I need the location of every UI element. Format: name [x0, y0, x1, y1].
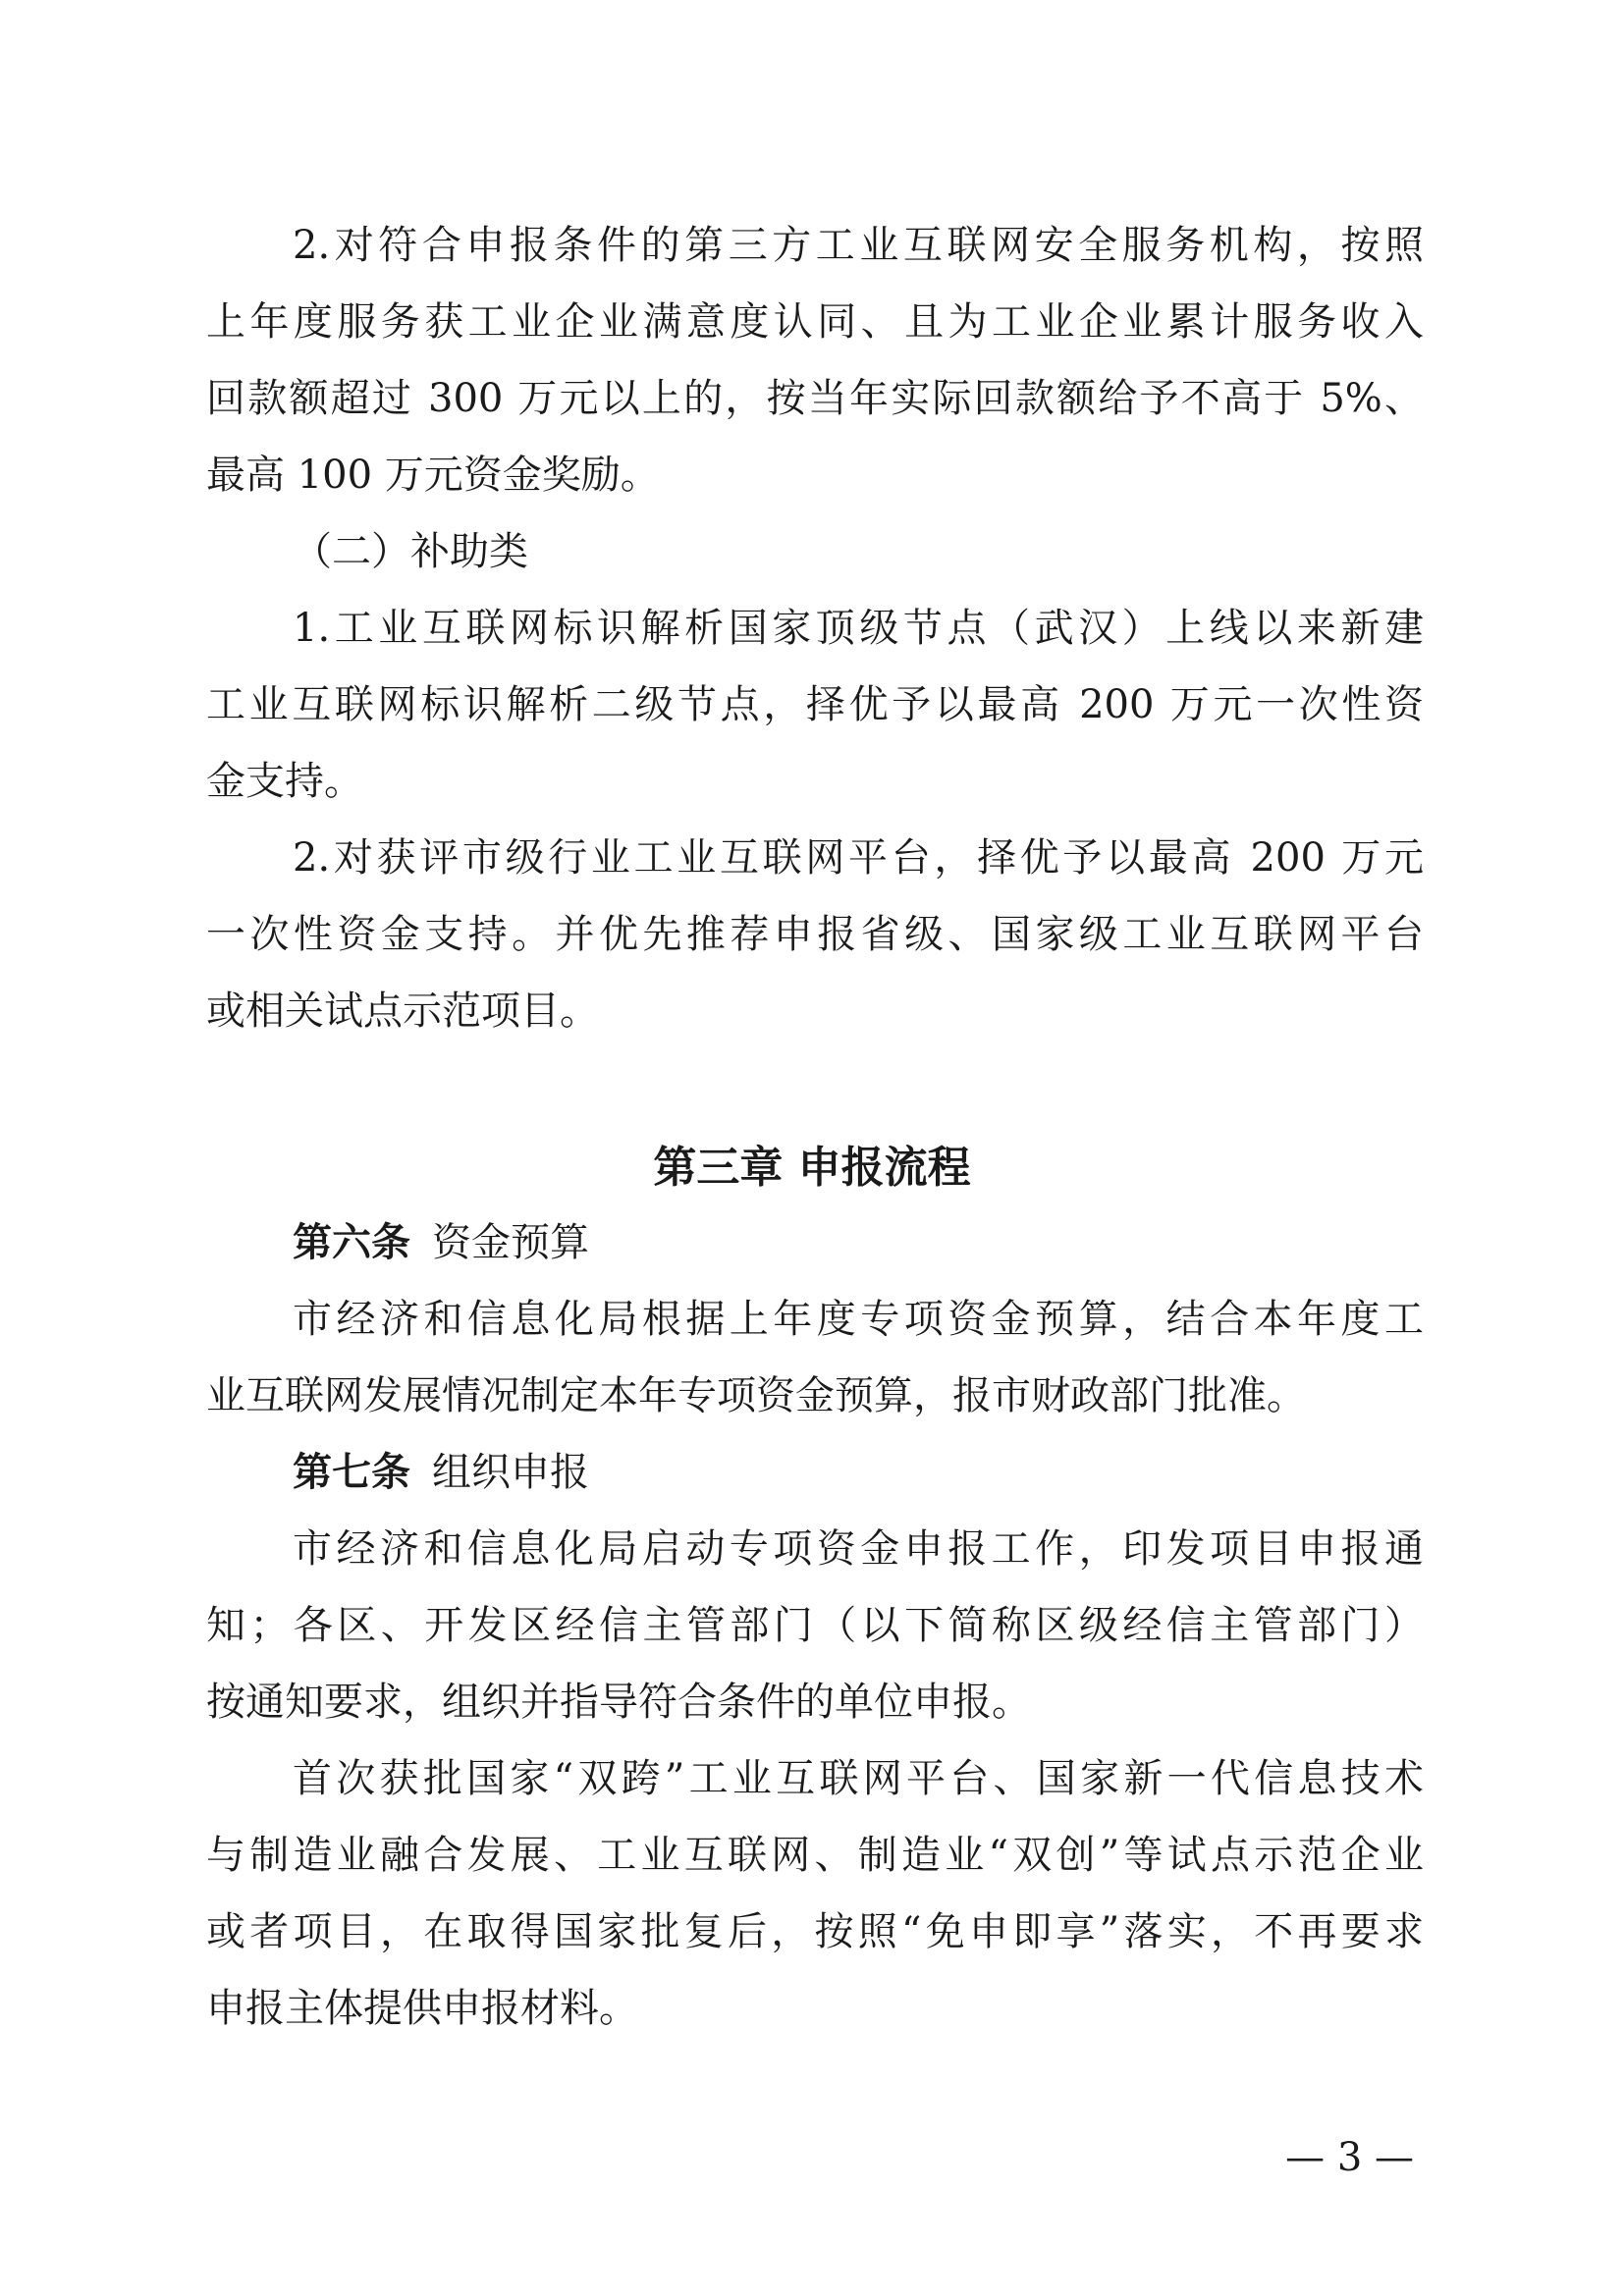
- chapter-title: 第三章 申报流程: [653, 1143, 971, 1193]
- paragraph-line: 金支持。: [206, 759, 363, 804]
- paragraph-line: 1.工业互联网标识解析国家顶级节点（武汉）上线以来新建: [293, 606, 1424, 651]
- paragraph-line: 2.对符合申报条件的第三方工业互联网安全服务机构，按照: [293, 223, 1424, 268]
- paragraph-line: 市经济和信息化局根据上年度专项资金预算，结合本年度工: [293, 1297, 1424, 1342]
- article-title: 组织申报: [432, 1450, 589, 1495]
- paragraph-line: 知；各区、开发区经信主管部门（以下简称区级经信主管部门）: [206, 1603, 1424, 1648]
- paragraph-line: 首次获批国家“双跨”工业互联网平台、国家新一代信息技术: [293, 1756, 1424, 1801]
- article-heading: [293, 1449, 589, 1496]
- article-heading: [293, 1219, 589, 1266]
- paragraph-line: 市经济和信息化局启动专项资金申报工作，印发项目申报通: [293, 1526, 1424, 1572]
- paragraph-line: 或相关试点示范项目。: [206, 988, 599, 1034]
- paragraph-line: 工业互联网标识解析二级节点，择优予以最高 200 万元一次性资: [206, 682, 1424, 727]
- paragraph-line: 最高 100 万元资金奖励。: [206, 453, 660, 498]
- paragraph-line: 或者项目，在取得国家批复后，按照“免申即享”落实，不再要求: [206, 1909, 1424, 1954]
- paragraph-line: 按通知要求，组织并指导符合条件的单位申报。: [206, 1680, 1031, 1725]
- article-label: 第七条: [293, 1450, 410, 1495]
- paragraph-line: 申报主体提供申报材料。: [206, 1986, 638, 2031]
- article-title: 资金预算: [432, 1220, 589, 1265]
- paragraph-line: 回款额超过 300 万元以上的，按当年实际回款额给予不高于 5%、: [206, 376, 1424, 421]
- subsection-heading: （二）补助类: [293, 529, 528, 574]
- paragraph-line: 上年度服务获工业企业满意度认同、且为工业企业累计服务收入: [206, 299, 1424, 345]
- paragraph-line: 业互联网发展情况制定本年专项资金预算，报市财政部门批准。: [206, 1373, 1306, 1418]
- article-label: 第六条: [293, 1220, 410, 1265]
- page-number: — 3 —: [1285, 2135, 1414, 2180]
- paragraph-line: 2.对获评市级行业工业互联网平台，择优予以最高 200 万元: [293, 835, 1424, 881]
- paragraph-line: 一次性资金支持。并优先推荐申报省级、国家级工业互联网平台: [206, 912, 1424, 957]
- paragraph-line: 与制造业融合发展、工业互联网、制造业“双创”等试点示范企业: [206, 1833, 1424, 1878]
